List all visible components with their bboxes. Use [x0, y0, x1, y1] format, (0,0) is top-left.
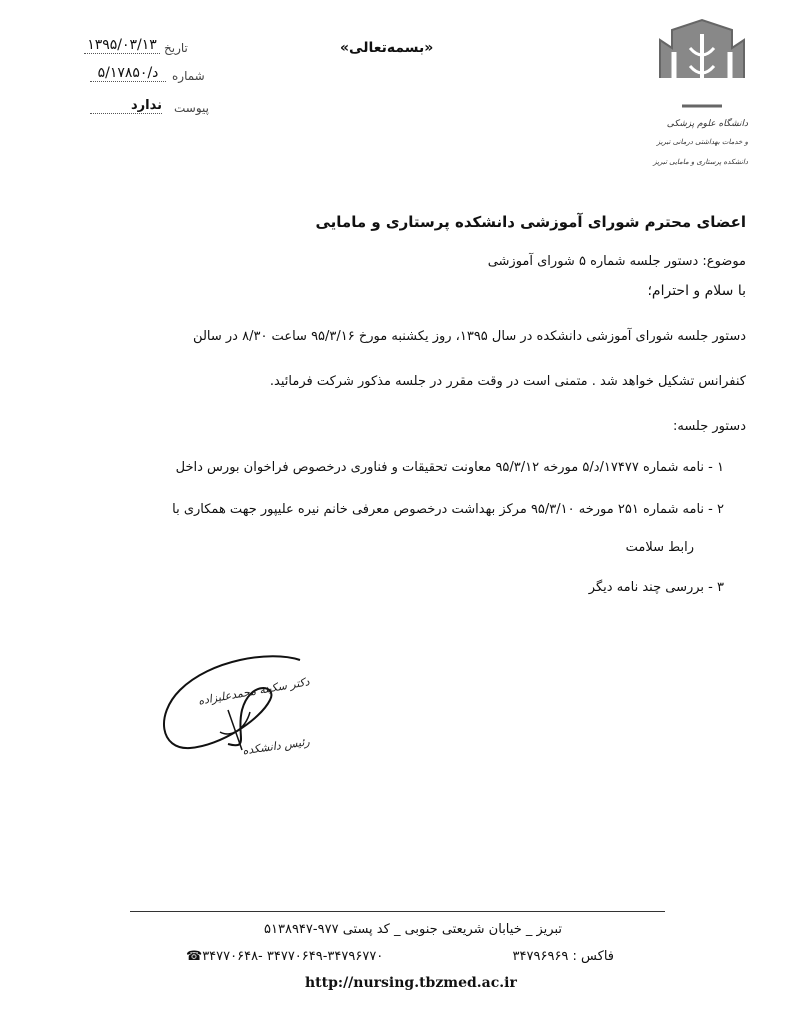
footer-divider — [130, 911, 665, 912]
signature-stroke — [164, 656, 300, 748]
greeting: با سلام و احترام؛ — [647, 283, 746, 299]
signature-name: دکتر سکینه محمدعلیزاده — [197, 675, 311, 708]
agenda-item-2-cont: رابط سلامت — [625, 540, 694, 555]
agenda-title: دستور جلسه: — [672, 419, 746, 434]
footer-fax: فاکس : ۳۴۷۹۶۹۶۹ — [512, 949, 614, 964]
footer-phones: ☎۳۴۷۷۰۶۴۸- ۳۴۷۷۰۶۴۹-۳۴۷۹۶۷۷۰ — [186, 949, 384, 964]
logo-line2: و خدمات بهداشتی درمانی تبریز — [656, 138, 748, 146]
agenda-item-2: ۲ - نامه شماره ۲۵۱ مورخه ۹۵/۳/۱۰ مرکز بهداشت درخصوص معرفی خانم نیره علیپور جهت همکاری با — [172, 502, 724, 517]
paragraph-line-2: کنفرانس تشکیل خواهد شد . متمنی است در وقت مقرر در جلسه مذکور شرکت فرمائید. — [269, 374, 746, 389]
signature-title: رئیس دانشکده — [241, 735, 311, 758]
recipient: اعضای محترم شورای آموزشی دانشکده پرستاری و مامایی — [315, 213, 746, 231]
emblem-icon — [660, 20, 744, 108]
agenda-item-1: ۱ - نامه شماره ۱۷۴۷۷/د/۵ مورخه ۹۵/۳/۱۲ معاونت تحقیقات و فناوری درخصوص فراخوان بورس داخل — [175, 460, 724, 475]
logo-line1: دانشگاه علوم پزشکی — [666, 119, 748, 129]
bismillah: «بسمه‌تعالی» — [340, 40, 434, 56]
agenda-item-3: ۳ - بررسی چند نامه دیگر — [588, 580, 724, 595]
attachment-value: ندارد — [90, 98, 162, 114]
number-label: شماره — [172, 69, 205, 83]
date-value: ۱۳۹۵/۰۳/۱۳ — [84, 37, 160, 54]
signature — [150, 640, 330, 770]
date-label: تاریخ — [164, 41, 188, 55]
number-value: ۵/د/۱۷۸۵۰ — [90, 65, 166, 82]
footer-address: تبریز _ خیابان شریعتی جنوبی _ کد پستی ۹۷۷-۵۱۳۸۹۴۷ — [264, 922, 562, 937]
logo-line3: دانشکده پرستاری و مامایی تبریز — [653, 158, 748, 166]
university-logo — [652, 18, 752, 178]
footer-url[interactable]: http://nursing.tbzmed.ac.ir — [305, 975, 517, 991]
attachment-label: پیوست — [174, 101, 209, 115]
paragraph-line-1: دستور جلسه شورای آموزشی دانشکده در سال ۱۳۹۵، روز یکشنبه مورخ ۹۵/۳/۱۶ ساعت ۸/۳۰ در سالن — [193, 329, 746, 344]
subject: موضوع: دستور جلسه شماره ۵ شورای آموزشی — [487, 254, 746, 269]
